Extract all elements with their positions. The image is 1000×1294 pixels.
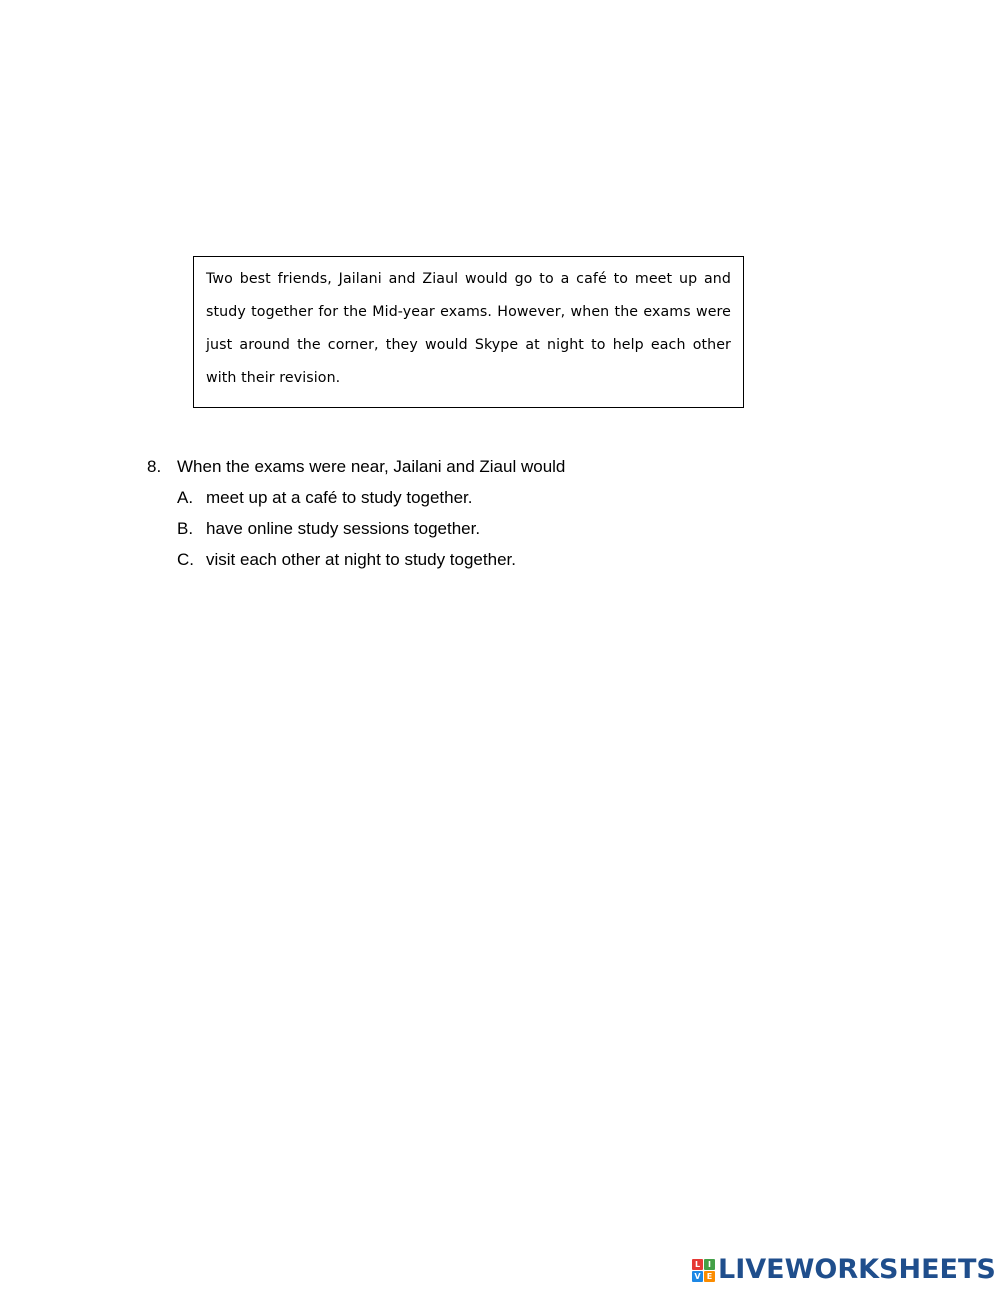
question-number: 8.	[147, 457, 162, 476]
option-a[interactable]	[177, 487, 847, 518]
logo-mark-icon	[692, 1259, 715, 1282]
option-b-letter: B.	[177, 519, 194, 538]
option-a-text: meet up at a café to study together.	[206, 488, 473, 507]
logo-mark-cell: E	[704, 1271, 715, 1282]
reading-passage-text: Two best friends, Jailani and Ziaul would go to a café to meet up and study together for the Mid-year exams. However, when the exams were just around the corner, they would Skype at night to help each other with their revision.	[206, 271, 731, 386]
option-b[interactable]	[177, 518, 847, 549]
question-8	[147, 456, 847, 580]
option-b-text: have online study sessions together.	[206, 519, 481, 538]
question-stem-text: When the exams were near, Jailani and Ziaul would	[177, 457, 566, 476]
option-a-letter: A.	[177, 488, 194, 507]
question-stem	[147, 456, 847, 487]
option-c-letter: C.	[177, 550, 194, 569]
logo-mark-cell: V	[692, 1271, 703, 1282]
logo-text: LIVEWORKSHEETS	[718, 1254, 996, 1285]
logo-mark-cell: L	[692, 1259, 703, 1270]
reading-passage-box	[193, 256, 744, 408]
answer-options	[177, 487, 847, 580]
liveworksheets-logo	[692, 1255, 996, 1285]
logo-mark-cell: I	[704, 1259, 715, 1270]
option-c-text: visit each other at night to study together.	[206, 550, 516, 569]
option-c[interactable]	[177, 549, 847, 580]
